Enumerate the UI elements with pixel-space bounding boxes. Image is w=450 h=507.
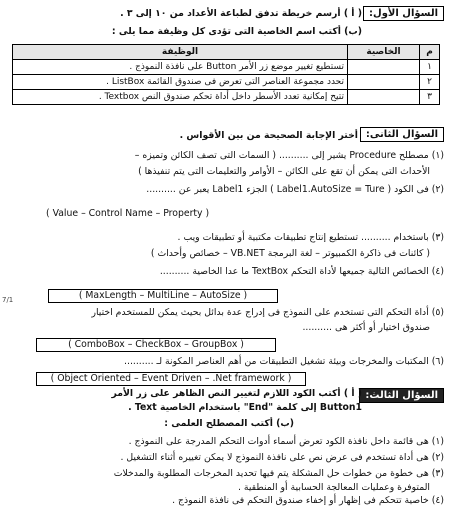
q2-options: ( كائنات فى ذاكرة الكمبيوتر – لغة البرمجة VB.NET – خصائص وأحداث ) [150,248,430,259]
q2-line: صندوق اختيار أو أكثر هى .......... [302,322,430,333]
q3-line: (١) هى قائمة داخل نافذة الكود تعرض أسماء أدوات التحكم المدرجة على النموذج . [128,436,444,447]
q3-line: (٣) هى خطوة من خطوات حل المشكلة يتم فيها تحديد المخرجات المطلوبة والمدخلات [113,468,444,479]
q3-line: المتوفرة وعمليات المعالجة الحسابية أو المنطقية . [237,482,430,493]
function-cell: تتيح إمكانية تعدد الأسطر داخل أداة تحكم صندوق النص Textbox . [13,90,348,105]
q2-options-box: ( MaxLength – MultiLine – AutoSize ) [48,289,278,303]
function-cell: تستطيع تغيير موضع زر الأمر Button على نافذة النموذج . [13,60,348,75]
col-header-num: م [420,45,440,60]
q2-options-box: ( Object Oriented – Event Driven – .Net framework ) [36,372,306,386]
q3-part-a: ( أ ) أكتب الكود اللازم لتغيير النص الظاهر على زر الأمر [111,388,362,399]
q1-part-a: ( أ ) أرسم خريطة تدفق لطباعة الأعداد من ١٠ إلى ٣ . [120,8,362,19]
q1-part-b: (ب) أكتب اسم الخاصية التى تؤدى كل وظيفة مما يلى : [111,26,362,37]
property-answer-cell[interactable] [348,60,420,75]
q2-title: أختر الإجابة الصحيحة من بين الأقواس . [179,130,358,141]
q2-line: (٥) أداة التحكم التى تستخدم على النموذج فى إدراج عدة بدائل بحيث يمكن للمستخدم اختيار [91,307,444,318]
function-cell: تحدد مجموعة العناصر التى تعرض فى صندوق القائمة ListBox . [13,75,348,90]
table-row [13,90,440,105]
table-row [13,75,440,90]
property-answer-cell[interactable] [348,90,420,105]
q2-heading: السؤال الثانى: [360,127,444,142]
q1-heading: السؤال الأول: [363,6,444,21]
q2-line: (١) مصطلح Procedure يشير إلى .......... ( السمات التى تصف الكائن وتميزه – [134,150,444,161]
table-row [13,60,440,75]
q3-part-a-cont: Button1 إلى كلمة "End" باستخدام الخاصية Text . [128,402,362,413]
q2-line: (٦) المكتبات والمخرجات وبيئة تشغيل التطبيقات من أهم العناصر المكونة لـ .......... [124,356,444,367]
property-answer-cell[interactable] [348,75,420,90]
q2-line: الأحداث التى يمكن أن تقع على الكائن – الأوامر والتعليمات التى يتم تنفيذها ) [138,166,430,177]
q2-options: ( Value – Control Name – Property ) [46,208,210,219]
q2-options-box: ( ComboBox – CheckBox – GroupBox ) [36,338,276,352]
col-header-property: الخاصية [348,45,420,60]
col-header-function: الوظيفة [13,45,348,60]
properties-table [12,44,440,105]
q2-line: (٣) باستخدام .......... تستطيع إنتاج تطبيقات مكتبية أو تطبيقات ويب . [177,232,444,243]
q2-line: (٤) الخصائص التالية جميعها لأداة التحكم TextBox ما عدا الخاصية .......... [159,266,444,277]
q2-line: (٢) فى الكود ( Label1.AutoSize = Ture ) الجزء Label1 يعبر عن .......... [146,184,444,195]
q3-heading: السؤال الثالث: [359,388,444,403]
q3-line: (٢) هى أداة تستخدم فى عرض نص على نافذة النموذج لا يمكن تغييره أثناء التشغيل . [120,452,444,463]
margin-note: 7/1 [2,296,14,304]
q3-part-b: (ب) أكتب المصطلح العلمى : [164,418,294,429]
row-number: ٣ [420,90,440,105]
table-header-row [13,45,440,60]
q3-line: (٤) خاصية تتحكم فى إظهار أو إخفاء صندوق التحكم فى نافذة النموذج . [172,495,444,506]
row-number: ٢ [420,75,440,90]
exam-page [2,4,444,506]
row-number: ١ [420,60,440,75]
